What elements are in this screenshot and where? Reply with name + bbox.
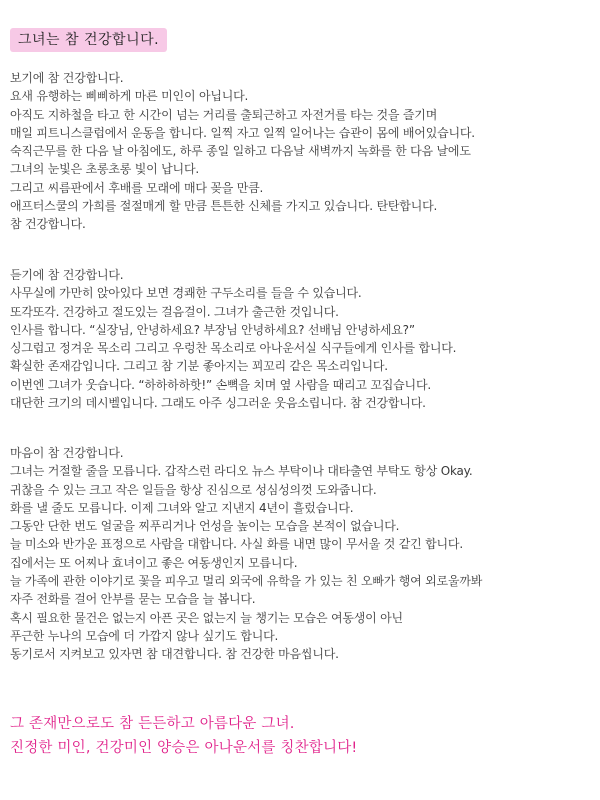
paragraph-line: 또각또각. 건강하고 절도있는 걸음걸이. 그녀가 출근한 것입니다. (10, 304, 339, 319)
paragraph-line: 자주 전화를 걸어 안부를 묻는 모습을 늘 봅니다. (10, 592, 256, 607)
paragraph-line: 참 건강합니다. (10, 217, 86, 232)
paragraph-line: 대단한 크기의 데시벨입니다. 그래도 아주 싱그러운 웃음소립니다. 참 건강합니다. (10, 396, 426, 411)
paragraph-line: 듣기에 참 건강합니다. (10, 268, 124, 282)
paragraph-line: 그리고 씨름판에서 후배를 모래에 매다 꽂을 만큼. (10, 180, 264, 195)
paragraph-line: 늘 미소와 반가운 표정으로 사람을 대합니다. 사실 화를 내면 많이 무서울 것 같긴 합니다. (10, 537, 463, 552)
section-voice (10, 266, 594, 412)
paragraph-line: 아직도 지하철을 타고 한 시간이 넘는 거리를 출퇴근하고 자전거를 타는 것을 즐기며 (10, 107, 438, 122)
paragraph-line: 숙직근무를 한 다음 날 아침에도, 하루 종일 일하고 다음날 새벽까지 녹화를 한 다음 날에도 (10, 144, 471, 159)
article-title: 그녀는 참 건강합니다. (10, 28, 167, 52)
paragraph-line: 매일 피트니스클럽에서 운동을 합니다. 일찍 자고 일찍 일어나는 습관이 몸에 배어있습니다. (10, 125, 475, 140)
paragraph-line: 확실한 존재감입니다. 그리고 참 기분 좋아지는 꾀꼬리 같은 목소리입니다. (10, 359, 388, 374)
closing-line: 진정한 미인, 건강미인 양승은 아나운서를 칭찬합니다! (10, 740, 358, 756)
paragraph-line: 푸근한 누나의 모습에 더 가깝지 않나 싶기도 합니다. (10, 628, 279, 643)
paragraph-line: 싱그럽고 정겨운 목소리 그리고 우렁찬 목소리로 아나운서실 식구들에게 인사를 합니다. (10, 341, 457, 356)
paragraph-line: 집에서는 또 어찌나 효녀이고 좋은 여동생인지 모릅니다. (10, 555, 298, 570)
paragraph-line: 요새 유행하는 삐삐하게 마른 미인이 아닙니다. (10, 89, 249, 104)
paragraph-line: 보기에 참 건강합니다. (10, 71, 124, 85)
paragraph-line: 그녀는 거절할 줄을 모릅니다. 갑작스런 라디오 뉴스 부탁이나 대타출연 부탁도 항상 Okay. (10, 464, 473, 479)
paragraph-line: 그녀의 눈빛은 초롱초롱 빛이 납니다. (10, 162, 199, 177)
paragraph-line: 동기로서 지켜보고 있자면 참 대견합니다. 참 건강한 마음씹니다. (10, 647, 339, 662)
closing-statement (10, 712, 594, 760)
closing-line: 그 존재만으로도 참 든든하고 아름다운 그녀. (10, 716, 295, 732)
paragraph-line: 마음이 참 건강합니다. (10, 446, 124, 460)
paragraph-line: 혹시 필요한 물건은 없는지 아픈 곳은 없는지 늘 챙기는 모습은 여동생이 아닌 (10, 610, 403, 625)
paragraph-line: 그동안 단한 번도 얼굴을 찌푸리거나 언성을 높이는 모습을 본적이 없습니다. (10, 519, 400, 534)
paragraph-line: 이번엔 그녀가 웃습니다. “하하하하핫!” 손뼉을 치며 옆 사람을 때리고 꼬집습니다. (10, 377, 431, 392)
paragraph-line: 애프터스쿨의 가희를 절절매게 할 만큼 튼튼한 신체를 가지고 있습니다. 탄탄합니다. (10, 199, 438, 214)
title-wrap (10, 28, 167, 52)
section-heart (10, 444, 594, 664)
section-appearance (10, 69, 594, 234)
paragraph-line: 늘 가족에 관한 이야기로 꽃을 피우고 멀리 외국에 유학을 가 있는 친 오빠가 행여 외로울까봐 (10, 574, 483, 589)
paragraph-line: 사무실에 가만히 앉아있다 보면 경쾌한 구두소리를 들을 수 있습니다. (10, 286, 362, 301)
paragraph-line: 화를 낼 줄도 모릅니다. 이제 그녀와 알고 지낸지 4년이 흘렀습니다. (10, 500, 354, 515)
paragraph-line: 귀찮을 수 있는 크고 작은 일들을 항상 진심으로 성심성의껏 도와줍니다. (10, 482, 377, 497)
paragraph-line: 인사를 합니다. “실장님, 안녕하세요? 부장님 안녕하세요? 선배님 안녕하세요?” (10, 322, 415, 337)
